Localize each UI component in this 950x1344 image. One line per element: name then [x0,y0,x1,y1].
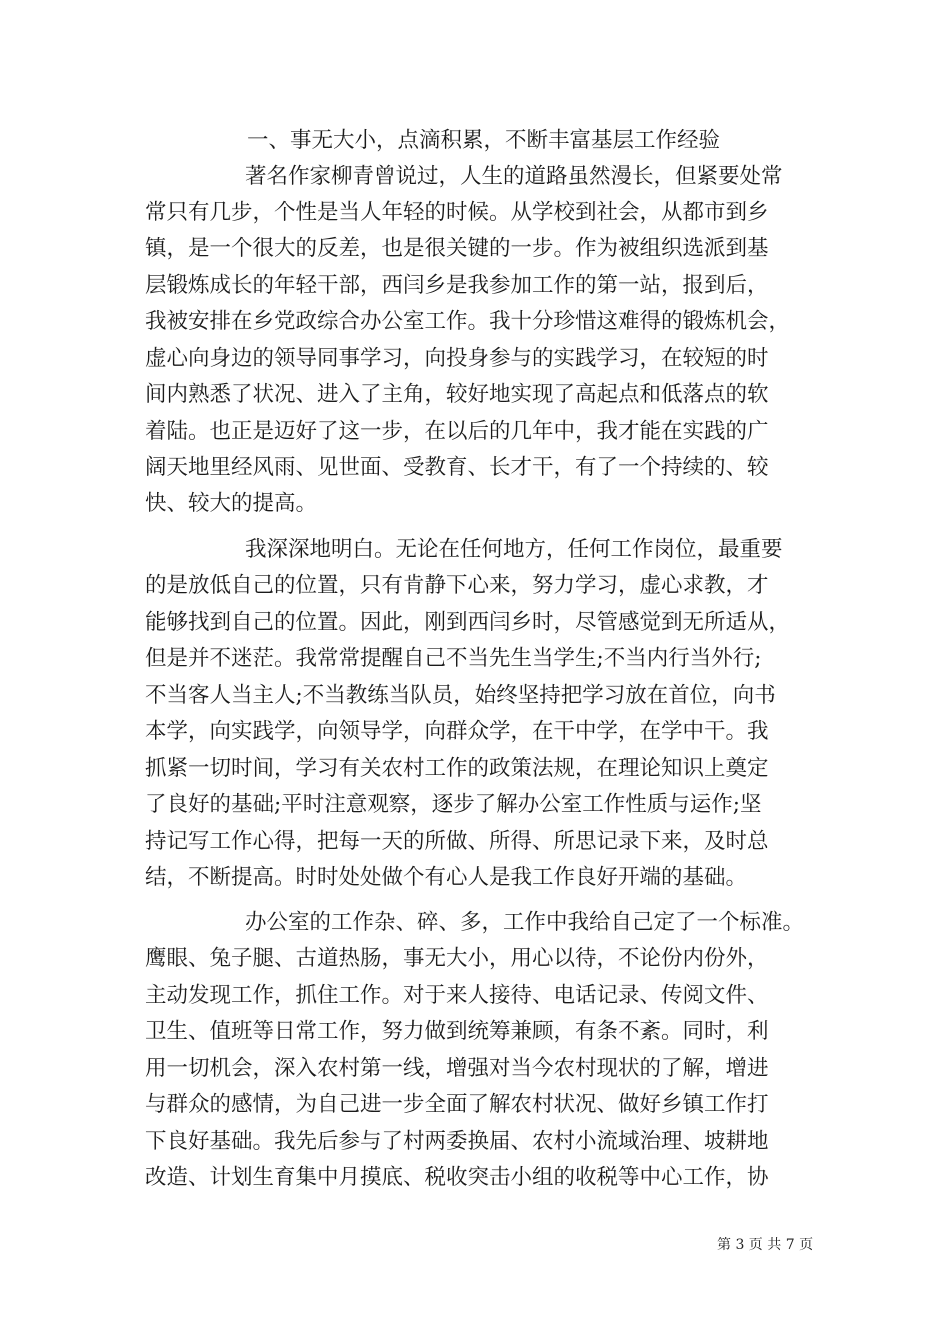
paragraph-3-line: 用一切机会，深入农村第一线，增强对当今农村现状的了解，增进 [145,1056,769,1081]
paragraph-2-line: 抓紧一切时间，学习有关农村工作的政策法规，在理论知识上奠定 [145,756,769,781]
paragraph-1-line: 阔天地里经风雨、见世面、受教育、长才干，有了一个持续的、较 [145,455,769,480]
paragraph-2-line: 我深深地明白。无论在任何地方，任何工作岗位，最重要 [245,537,783,562]
paragraph-3-line: 卫生、值班等日常工作，努力做到统筹兼顾，有条不紊。同时，利 [145,1019,769,1044]
paragraph-3-line: 办公室的工作杂、碎、多，工作中我给自己定了一个标准。 [245,910,805,935]
paragraph-2-line: 了良好的基础;平时注意观察，逐步了解办公室工作性质与运作;坚 [145,792,762,817]
paragraph-3-line: 鹰眼、兔子腿、古道热肠，事无大小，用心以待，不论份内份外， [145,946,769,971]
paragraph-2-line: 能够找到自己的位置。因此，刚到西闫乡时，尽管感觉到无所适从， [145,610,791,635]
paragraph-1-line: 着陆。也正是迈好了这一步，在以后的几年中，我才能在实践的广 [145,419,769,444]
paragraph-2-line: 的是放低自己的位置，只有肯静下心来，努力学习，虚心求教，才 [145,573,769,598]
paragraph-1-line: 层锻炼成长的年轻干部，西闫乡是我参加工作的第一站，报到后， [145,273,769,298]
paragraph-3-line: 与群众的感情，为自己进一步全面了解农村状况、做好乡镇工作打 [145,1092,769,1117]
paragraph-3-line: 下良好基础。我先后参与了村两委换届、农村小流域治理、坡耕地 [145,1129,769,1154]
paragraph-1-line: 快、较大的提高。 [145,491,318,516]
paragraph-2-line: 本学，向实践学，向领导学，向群众学，在干中学，在学中干。我 [145,719,769,744]
paragraph-1-line: 虚心向身边的领导同事学习，向投身参与的实践学习，在较短的时 [145,346,769,371]
section-heading: 一、事无大小，点滴积累，不断丰富基层工作经验 [247,128,721,153]
paragraph-1-line: 间内熟悉了状况、进入了主角，较好地实现了高起点和低落点的软 [145,382,769,407]
page-number-footer: 第 3 页 共 7 页 [717,1237,814,1253]
paragraph-2-line: 结，不断提高。时时处处做个有心人是我工作良好开端的基础。 [145,865,748,890]
paragraph-2-line: 不当客人当主人;不当教练当队员，始终坚持把学习放在首位，向书 [145,683,776,708]
paragraph-1-line: 我被安排在乡党政综合办公室工作。我十分珍惜这难得的锻炼机会， [145,309,791,334]
paragraph-1-line: 著名作家柳青曾说过，人生的道路虽然漫长，但紧要处常 [245,164,783,189]
paragraph-1-line: 常只有几步，个性是当人年轻的时候。从学校到社会，从都市到乡 [145,200,769,225]
paragraph-3-line: 改造、计划生育集中月摸底、税收突击小组的收税等中心工作，协 [145,1165,769,1190]
paragraph-1-line: 镇，是一个很大的反差，也是很关键的一步。作为被组织选派到基 [145,236,769,261]
paragraph-3-line: 主动发现工作，抓住工作。对于来人接待、电话记录、传阅文件、 [145,983,769,1008]
paragraph-2-line: 但是并不迷茫。我常常提醒自己不当先生当学生;不当内行当外行; [145,646,762,671]
paragraph-2-line: 持记写工作心得，把每一天的所做、所得、所思记录下来，及时总 [145,829,769,854]
